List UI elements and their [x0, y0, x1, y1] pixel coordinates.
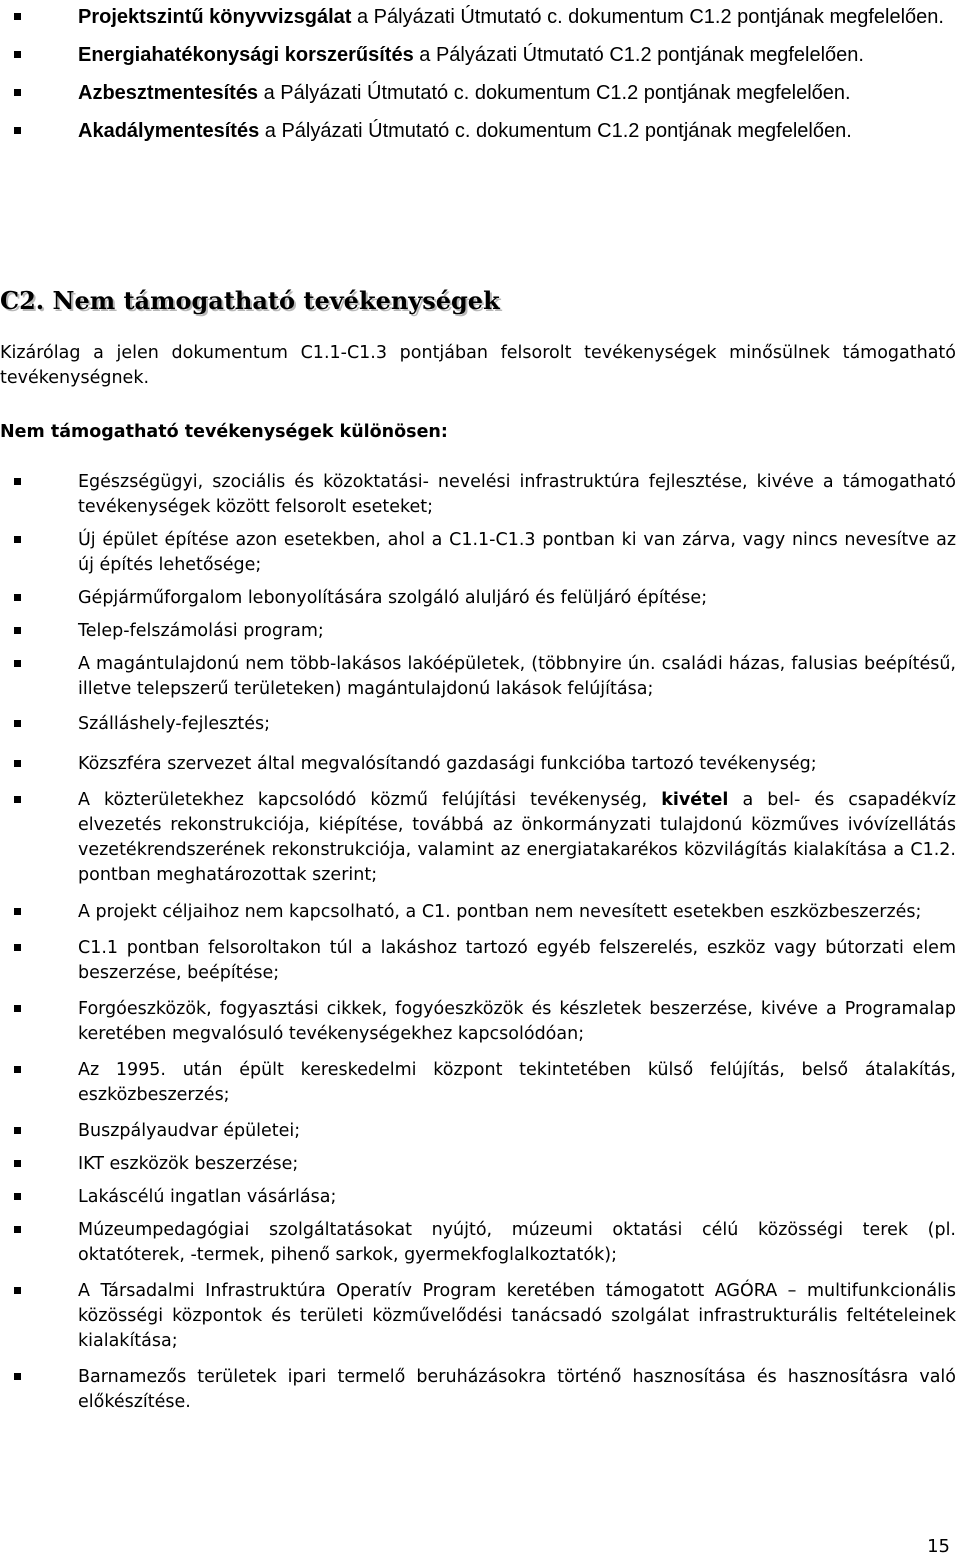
- item-text: A Társadalmi Infrastruktúra Operatív Program keretében támogatott AGÓRA – multifunkcionális közösségi központok és területi közművelődési tanácsadó szolgálat infrastrukturális feltételeinek kialakítása;: [78, 1281, 956, 1351]
- list-item: [0, 936, 956, 986]
- square-bullet-icon: [14, 478, 21, 485]
- list-item: [0, 1365, 956, 1415]
- item-text: Az 1995. után épült kereskedelmi központ tekintetében külső felújítás, belső átalakítás, eszközbeszerzés;: [78, 1060, 956, 1105]
- square-bullet-icon: [14, 536, 21, 543]
- square-bullet-icon: [14, 1127, 21, 1134]
- item-emphasis: kivétel: [661, 790, 729, 810]
- square-bullet-icon: [14, 127, 21, 134]
- item-text: Telep-felszámolási program;: [78, 621, 324, 641]
- item-text: Buszpályaudvar épületei;: [78, 1121, 301, 1141]
- square-bullet-icon: [14, 1193, 21, 1200]
- list-item: [0, 1185, 956, 1210]
- list-item: [0, 1218, 956, 1268]
- item-text: a Pályázati Útmutató C1.2 pontjának megfelelően.: [413, 44, 864, 66]
- item-text-before: A közterületekhez kapcsolódó közmű felújítási tevékenység,: [78, 790, 662, 810]
- item-bold-term: Azbesztmentesítés: [78, 82, 259, 104]
- square-bullet-icon: [14, 944, 21, 951]
- item-text: A magántulajdonú nem több-lakásos lakóépületek, (többnyire ún. családi házas, falusias beépítésű, illetve telepszerű területeken) magántulajdonú lakások felújítása;: [78, 654, 956, 699]
- square-bullet-icon: [14, 1160, 21, 1167]
- item-bold-term: Akadálymentesítés: [78, 120, 260, 142]
- list-item: [0, 1279, 956, 1354]
- list-item: [0, 900, 956, 925]
- item-text: Közszféra szervezet által megvalósítandó gazdasági funkcióba tartozó tevékenység;: [78, 754, 817, 774]
- list-item: [0, 80, 956, 106]
- list-item: [0, 528, 956, 578]
- square-bullet-icon: [14, 660, 21, 667]
- square-bullet-icon: [14, 627, 21, 634]
- item-text: Lakáscélú ingatlan vásárlása;: [78, 1187, 337, 1207]
- item-text: C1.1 pontban felsoroltakon túl a lakáshoz tartozó egyéb felszerelés, eszköz vagy bútorzati elem beszerzése, beépítése;: [78, 938, 956, 983]
- square-bullet-icon: [14, 51, 21, 58]
- item-text: Barnamezős területek ipari termelő beruházásokra történő hasznosítása és hasznosításra való előkészítése.: [78, 1367, 956, 1412]
- item-bold-term: Projektszintű könyvvizsgálat: [78, 6, 352, 28]
- item-text-after: a bel- és csapadékvíz elvezetés rekonstrukciója, kiépítése, továbbá az önkormányzati tulajdonú közműves ivóvízellátás vezetékrendszerének rekonstrukciója, valamint az energiatakarékos közvilágítás kialakítása a C1.2. pontban meghatározottak szerint;: [78, 790, 956, 885]
- list-item: [0, 712, 956, 737]
- square-bullet-icon: [14, 1287, 21, 1294]
- list-item: [0, 788, 956, 888]
- eligible-activities-list: [0, 4, 956, 156]
- ineligible-activities-list: [0, 470, 956, 1415]
- item-text: Forgóeszközök, fogyasztási cikkek, fogyóeszközök és készletek beszerzése, kivéve a Programalap keretében megvalósuló tevékenységekhez kapcsolódóan;: [78, 999, 956, 1044]
- square-bullet-icon: [14, 1005, 21, 1012]
- list-item: [0, 1119, 956, 1144]
- list-item: [0, 470, 956, 520]
- item-text: Új épület építése azon esetekben, ahol a C1.1-C1.3 pontban ki van zárva, vagy nincs nevesítve az új építés lehetősége;: [78, 530, 956, 575]
- square-bullet-icon: [14, 908, 21, 915]
- item-text: A projekt céljaihoz nem kapcsolható, a C1. pontban nem nevesített esetekben eszközbeszerzés;: [78, 902, 922, 922]
- item-text: a Pályázati Útmutató c. dokumentum C1.2 pontjának megfelelően.: [258, 82, 851, 104]
- item-text: a Pályázati Útmutató c. dokumentum C1.2 pontjának megfelelően.: [259, 120, 852, 142]
- list-item: [0, 752, 956, 777]
- list-item: [0, 997, 956, 1047]
- square-bullet-icon: [14, 13, 21, 20]
- list-item: [0, 1058, 956, 1108]
- square-bullet-icon: [14, 1373, 21, 1380]
- section-heading: C2. Nem támogatható tevékenységek: [0, 286, 500, 315]
- list-item: [0, 1152, 956, 1177]
- square-bullet-icon: [14, 796, 21, 803]
- square-bullet-icon: [14, 89, 21, 96]
- square-bullet-icon: [14, 760, 21, 767]
- intro-paragraph: Kizárólag a jelen dokumentum C1.1-C1.3 pontjában felsorolt tevékenységek minősülnek támogatható tevékenységnek.: [0, 343, 956, 388]
- page-number: 15: [927, 1536, 950, 1557]
- item-text: IKT eszközök beszerzése;: [78, 1154, 299, 1174]
- square-bullet-icon: [14, 1066, 21, 1073]
- square-bullet-icon: [14, 720, 21, 727]
- item-text: Szálláshely-fejlesztés;: [78, 714, 271, 734]
- square-bullet-icon: [14, 1226, 21, 1233]
- item-text: Gépjárműforgalom lebonyolítására szolgáló aluljáró és felüljáró építése;: [78, 588, 708, 608]
- item-text: Múzeumpedagógiai szolgáltatásokat nyújtó, múzeumi oktatási célú közösségi terek (pl. oktatóterek, -termek, pihenő sarkok, gyermekfoglalkoztatók);: [78, 1220, 956, 1265]
- list-item: [0, 586, 956, 611]
- list-item: [0, 118, 956, 144]
- list-item: [0, 4, 956, 30]
- list-subheading: Nem támogatható tevékenységek különösen:: [0, 422, 448, 442]
- list-item: [0, 652, 956, 702]
- list-item: [0, 42, 956, 68]
- item-text: a Pályázati Útmutató c. dokumentum C1.2 pontjának megfelelően.: [351, 6, 944, 28]
- item-bold-term: Energiahatékonysági korszerűsítés: [78, 44, 414, 66]
- item-text: Egészségügyi, szociális és közoktatási- nevelési infrastruktúra fejlesztése, kivéve a támogatható tevékenységek között felsorolt eseteket;: [78, 472, 956, 517]
- square-bullet-icon: [14, 594, 21, 601]
- list-item: [0, 619, 956, 644]
